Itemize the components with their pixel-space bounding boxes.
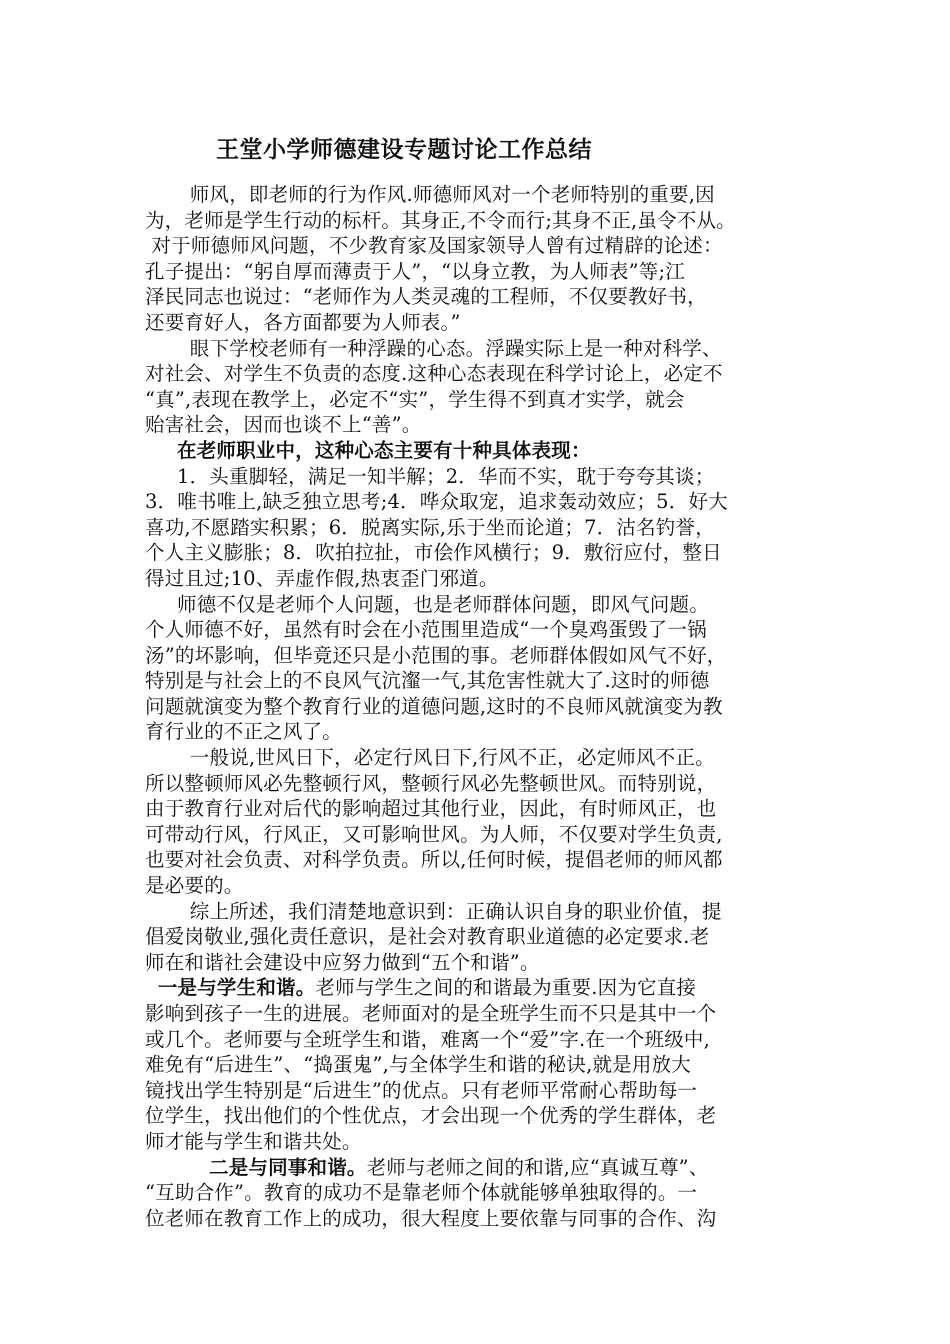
text-segment: 眼下学校老师有一种浮躁的心态。浮躁实际上是一种对科学、 <box>145 336 722 360</box>
text-segment: 问题就演变为整个教育行业的道德问题,这时的不良师风就演变为教 <box>145 694 723 718</box>
text-segment: 所以整顿师风必先整顿行风，整顿行风必先整顿世风。而特别说， <box>145 771 717 795</box>
text-line <box>145 745 825 771</box>
text-segment: 对社会、对学生不负责的态度.这种心态表现在科学讨论上，必定不 <box>145 362 723 386</box>
text-line <box>145 233 825 259</box>
text-segment: 老师与老师之间的和谐,应“真诚互尊”、 <box>366 1155 709 1179</box>
text-line <box>145 540 825 566</box>
bold-lead-text: 在老师职业中，这种心态主要有十种具体表现： <box>177 438 591 462</box>
text-segment: 位学生，找出他们的个性优点，才会出现一个优秀的学生群体，老 <box>145 1104 717 1128</box>
text-segment <box>145 1156 209 1179</box>
text-segment: 综上所述，我们清楚地意识到：正确认识自身的职业价值，提 <box>145 899 722 923</box>
text-segment: 对于师德师风问题，不少教育家及国家领导人曾有过精辟的论述： <box>145 234 723 258</box>
text-segment: 由于教育行业对后代的影响超过其他行业，因此，有时师风正，也 <box>145 797 717 821</box>
text-line <box>145 1206 825 1232</box>
text-line <box>145 1078 825 1104</box>
text-line <box>145 822 825 848</box>
text-line <box>145 182 825 208</box>
text-segment: 是必要的。 <box>145 874 244 898</box>
text-line <box>145 387 825 413</box>
text-segment: 或几个。老师要与全班学生和谐，难离一个“爱”字.在一个班级中, <box>145 1027 711 1051</box>
document-body <box>145 182 825 1231</box>
text-line <box>145 668 825 694</box>
text-segment: 可带动行风，行风正，又可影响世风。为人师，不仅要对学生负责, <box>145 822 723 846</box>
text-segment: 位老师在教育工作上的成功，很大程度上要依靠与同事的合作、沟 <box>145 1206 717 1230</box>
text-line <box>145 310 825 336</box>
text-line <box>145 412 825 438</box>
text-line <box>145 694 825 720</box>
text-line <box>145 847 825 873</box>
text-segment: 1．头重脚轻，满足一知半解；2．华而不实，耽于夸夸其谈； <box>145 464 715 488</box>
text-segment: 汤”的坏影响，但毕竟还只是小范围的事。老师群体假如风气不好， <box>145 643 727 667</box>
text-segment: 孔子提出：“躬自厚而薄责于人”，“以身立教，为人师表”等;江 <box>145 259 685 283</box>
text-line <box>145 1103 825 1129</box>
text-segment: 还要育好人，各方面都要为人师表。” <box>145 310 461 334</box>
text-segment <box>145 439 177 462</box>
document-title: 王堂小学师德建设专题讨论工作总结 <box>216 137 592 163</box>
text-line <box>145 771 825 797</box>
text-line <box>145 950 825 976</box>
text-segment: 特别是与社会上的不良风气沆瀣一气,其危害性就大了.这时的师德 <box>145 669 710 693</box>
text-segment: 3．唯书唯上,缺乏独立思考;4．哗众取宠，追求轰动效应；5．好大 <box>145 490 728 514</box>
text-line <box>145 1001 825 1027</box>
text-line <box>145 208 825 234</box>
text-line <box>145 259 825 285</box>
text-segment: 也要对社会负责、对科学负责。所以,任何时候，提倡老师的师风都 <box>145 848 723 872</box>
text-line <box>145 617 825 643</box>
text-line <box>145 464 825 490</box>
text-line <box>145 1180 825 1206</box>
text-segment: 个人师德不好，虽然有时会在小范围里造成“一个臭鸡蛋毁了一锅 <box>145 618 707 642</box>
text-segment: “互助合作”。教育的成功不是靠老师个体就能够单独取得的。一 <box>145 1181 698 1205</box>
text-segment: 师在和谐社会建设中应努力做到“五个和谐”。 <box>145 950 540 974</box>
text-segment: 师风，即老师的行为作风.师德师风对一个老师特别的重要,因 <box>145 183 715 206</box>
text-segment: “真”,表现在教学上，必定不“实”，学生得不到真才实学，就会 <box>145 387 685 411</box>
text-line <box>145 592 825 618</box>
text-line <box>145 719 825 745</box>
text-line <box>145 975 825 1001</box>
text-segment: 师德不仅是老师个人问题，也是老师群体问题，即风气问题。 <box>145 592 709 616</box>
text-segment: 难免有“后进生”、“捣蛋鬼”,与全体学生和谐的秘诀,就是用放大 <box>145 1053 691 1077</box>
text-line <box>145 1027 825 1053</box>
text-segment: 为，老师是学生行动的标杆。其身正,不令而行;其身不正,虽令不从。 <box>145 208 736 232</box>
text-line <box>145 796 825 822</box>
text-segment: 泽民同志也说过：“老师作为人类灵魂的工程师，不仅要教好书， <box>145 285 707 309</box>
text-segment: 得过且过;10、弄虚作假,热衷歪门邪道。 <box>145 566 499 590</box>
text-segment: 老师与学生之间的和谐最为重要.因为它直接 <box>315 976 697 1000</box>
text-line <box>145 336 825 362</box>
text-line <box>145 924 825 950</box>
text-segment: 镜找出学生特别是“后进生”的优点。只有老师平常耐心帮助每一 <box>145 1078 698 1102</box>
text-line <box>145 1129 825 1155</box>
text-line <box>145 873 825 899</box>
text-line <box>145 1052 825 1078</box>
bold-lead-text: 一是与学生和谐。 <box>157 976 316 1000</box>
text-line <box>145 489 825 515</box>
text-segment: 喜功,不愿踏实积累；6．脱离实际,乐于坐而论道；7．沽名钓誉， <box>145 515 715 539</box>
bold-lead-text: 二是与同事和谐。 <box>209 1155 367 1179</box>
text-line <box>145 284 825 310</box>
text-segment: 倡爱岗敬业,强化责任意识，是社会对教育职业道德的必定要求.老 <box>145 925 710 949</box>
text-segment: 师才能与学生和谐共处。 <box>145 1129 362 1153</box>
text-segment: 一般说,世风日下，必定行风日下,行风不正，必定师风不正。 <box>145 746 715 770</box>
text-line <box>145 566 825 592</box>
text-line <box>145 643 825 669</box>
text-line <box>145 1155 825 1181</box>
text-line <box>145 899 825 925</box>
text-segment: 影响到孩子一生的进展。老师面对的是全班学生而不只是其中一个 <box>145 1002 717 1025</box>
text-segment <box>145 976 158 999</box>
text-segment: 个人主义膨胀；8．吹拍拉扯，市侩作风横行；9．敷衍应付，整日 <box>145 541 722 565</box>
text-segment: 贻害社会，因而也谈不上“善”。 <box>145 413 422 437</box>
text-line <box>145 438 825 464</box>
text-line <box>145 515 825 541</box>
text-segment: 育行业的不正之风了。 <box>145 720 343 744</box>
text-line <box>145 361 825 387</box>
